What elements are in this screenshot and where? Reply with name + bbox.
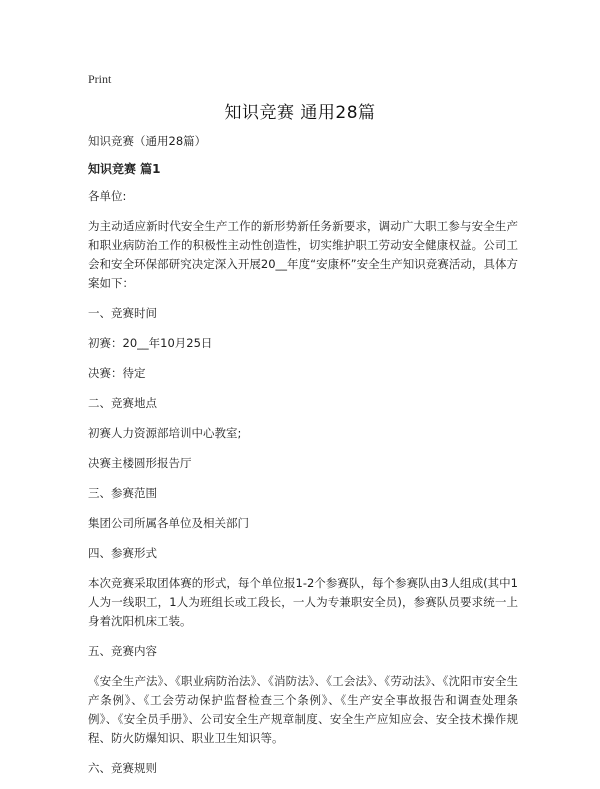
heading-format: 四、参赛形式 [88,546,157,560]
document-body [88,132,518,789]
heading-rules: 六、竞赛规则 [88,761,157,775]
document-subtitle: 知识竞赛（通用28篇） [88,134,207,148]
prelim-place: 初赛人力资源部培训中心教室; [88,426,242,440]
print-label: Print [88,72,112,86]
heading-scope: 三、参赛范围 [88,486,157,500]
prelim-time: 初赛：20__年10月25日 [88,336,213,350]
heading-content: 五、竞赛内容 [88,644,157,658]
document-title: 知识竞赛 通用28篇 [224,103,376,123]
final-time: 决赛：待定 [88,366,146,380]
scope-text: 集团公司所属各单位及相关部门 [88,516,249,530]
final-place: 决赛主楼圆形报告厅 [88,456,192,470]
section-title: 知识竞赛 篇1 [88,162,161,176]
format-paragraph: 本次竞赛采取团体赛的形式，每个单位报1-2个参赛队，每个参赛队由3人组成(其中1人为一线职工，1人为班组长或工段长，一人为专兼职安全员)，参赛队员要求统一上身着沈阳机床工装。 [88,576,518,628]
heading-time: 一、竞赛时间 [88,306,157,320]
greeting: 各单位: [88,189,127,203]
heading-place: 二、竞赛地点 [88,396,157,410]
intro-paragraph: 为主动适应新时代安全生产工作的新形势新任务新要求，调动广大职工参与安全生产和职业病防治工作的积极性主动性创造性，切实维护职工劳动安全健康权益。公司工会和安全环保部研究决定深入开展20__年度“安康杯”安全生产知识竞赛活动，具体方案如下： [88,219,518,290]
content-paragraph: 《安全生产法》、《职业病防治法》、《消防法》、《工会法》、《劳动法》、《沈阳市安全生产条例》、《工会劳动保护监督检查三个条例》、《生产安全事故报告和调查处理条例》、《安全员手册》、公司安全生产规章制度、安全生产应知应会、安全技术操作规程、防火防爆知识、职业卫生知识等。 [88,674,518,745]
